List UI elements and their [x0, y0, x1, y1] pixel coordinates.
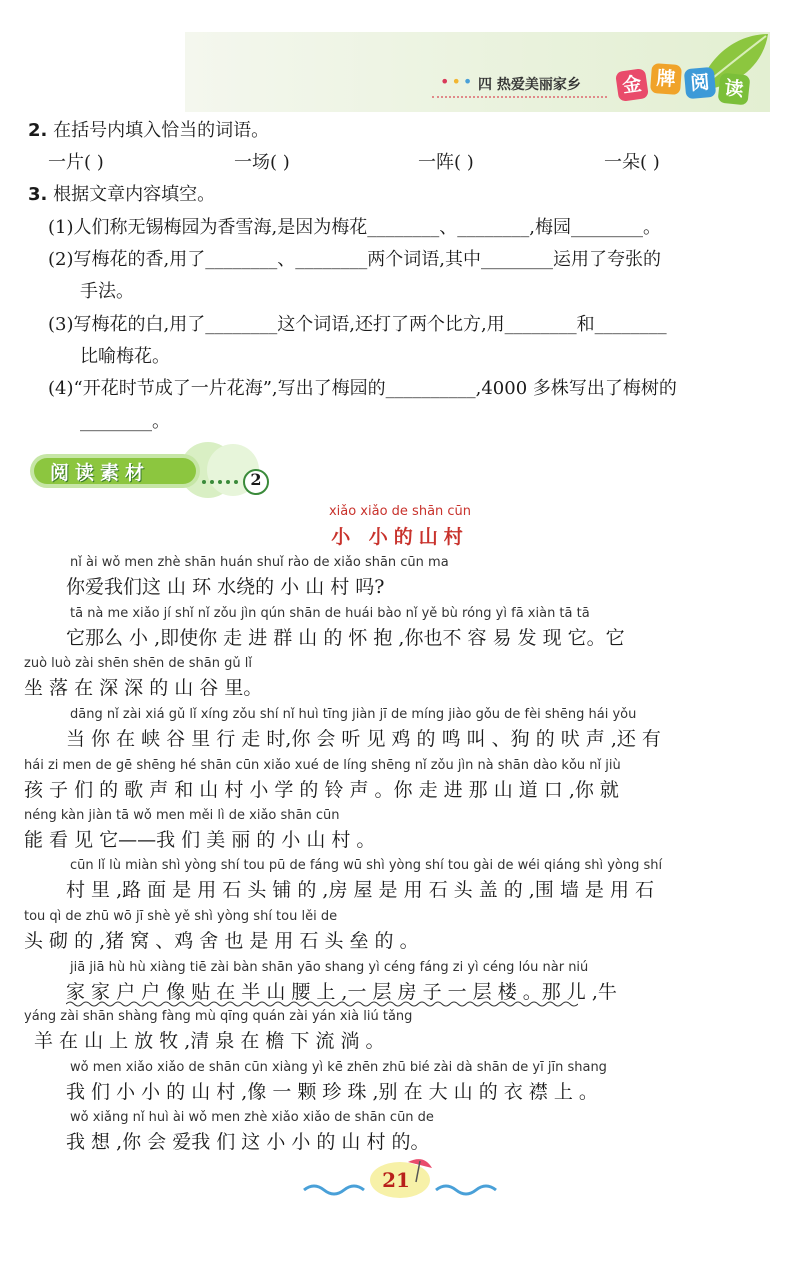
story-pinyin-line-12: wǒ xiǎng nǐ huì ài wǒ men zhè xiǎo xiǎo de shān cūn de — [70, 1110, 434, 1125]
story-pinyin-line-9: jiā jiā hù hù xiàng tiē zài bàn shān yāo shang yì céng fáng zi yì céng lóu nàr niú — [70, 960, 589, 975]
q2-item-4: 一朵( ) — [604, 152, 660, 173]
story-text-line-7: 村 里 ,路 面 是 用 石 头 铺 的 ,房 屋 是 用 石 头 盖 的 ,围 墙 是 用 石 — [66, 879, 654, 901]
story-pinyin-line-4: dāng nǐ zài xiá gǔ lǐ xíng zǒu shí nǐ huì tīng jiàn jī de míng jiào gǒu de fèi shēng hái yǒu — [70, 707, 637, 722]
section-banner — [28, 440, 278, 500]
brand-char-4: 读 — [718, 73, 751, 106]
question-3-prompt: 根据文章内容填空。 — [53, 184, 216, 205]
header-dotted-line — [432, 96, 607, 98]
brand-char-3: 阅 — [684, 67, 717, 100]
q3-line-3: 手法。 — [80, 281, 134, 302]
story-text-line-1: 你爱我们这 山 环 水绕的 小 山 村 吗? — [66, 576, 385, 598]
brand-char-1: 金 — [615, 68, 649, 102]
story-pinyin-line-5: hái zi men de gē shēng hé shān cūn xiǎo xué de líng shēng nǐ zǒu jìn nà shān dào kǒu nǐ jiù — [24, 758, 621, 773]
story-pinyin-line-3: zuò luò zài shēn shēn de shān gǔ lǐ — [24, 656, 252, 671]
question-2-prompt: 在括号内填入恰当的词语。 — [53, 120, 270, 141]
story-text-line-2: 它那么 小 ,即使你 走 进 群 山 的 怀 抱 ,你也不 容 易 发 现 它。它 — [66, 627, 625, 649]
q3-line-4: (3)写梅花的白,用了________这个词语,还打了两个比方,用________和________ — [48, 314, 667, 335]
q2-item-1: 一片( ) — [48, 152, 104, 173]
brand-logo — [617, 58, 767, 108]
story-pinyin-line-1: nǐ ài wǒ men zhè shān huán shuǐ rào de xiǎo shān cūn ma — [70, 555, 449, 570]
unit-label: 四 热爱美丽家乡 — [478, 77, 581, 93]
story-text-line-6: 能 看 见 它——我 们 美 丽 的 小 山 村 。 — [24, 829, 376, 851]
question-3 — [28, 180, 215, 206]
q3-line-6: (4)“开花时节成了一片花海”,写出了梅园的__________,4000 多株写出了梅树的 — [48, 378, 677, 399]
story-pinyin-line-7: cūn lǐ lù miàn shì yòng shí tou pū de fáng wū shì yòng shí tou gài de wéi qiáng shì yòng shí — [70, 858, 663, 873]
story-text-line-3: 坐 落 在 深 深 的 山 谷 里。 — [24, 677, 263, 699]
q3-line-1: (1)人们称无锡梅园为香雪海,是因为梅花________、________,梅园________。 — [48, 217, 661, 238]
story-pinyin-line-8: tou qì de zhū wō jī shè yě shì yòng shí tou lěi de — [24, 909, 338, 924]
q3-line-5: 比喻梅花。 — [80, 346, 170, 367]
wavy-underline — [66, 1000, 578, 1008]
story-text-line-8: 头 砌 的 ,猪 窝 、鸡 舍 也 是 用 石 头 垒 的 。 — [24, 930, 419, 952]
story-pinyin-line-6: néng kàn jiàn tā wǒ men měi lì de xiǎo shān cūn — [24, 808, 340, 823]
brand-char-2: 牌 — [650, 63, 682, 95]
header-dots-decoration: ••• — [440, 72, 475, 91]
q2-item-2: 一场( ) — [234, 152, 290, 173]
story-pinyin-line-11: wǒ men xiǎo xiǎo de shān cūn xiàng yì kē zhēn zhū bié zài dà shān de yī jīn shang — [70, 1060, 607, 1075]
story-text-line-12: 我 想 ,你 会 爱我 们 这 小 小 的 山 村 的。 — [66, 1131, 430, 1153]
story-pinyin-line-2: tā nà me xiǎo jí shǐ nǐ zǒu jìn qún shān de huái bào nǐ yě bù róng yì fā xiàn tā tā — [70, 606, 590, 621]
question-2-number: 2. — [28, 120, 48, 141]
story-text-line-4: 当 你 在 峡 谷 里 行 走 时,你 会 听 见 鸡 的 鸣 叫 、狗 的 吠 声 ,还 有 — [66, 728, 661, 750]
page-number: 21 — [382, 1168, 410, 1192]
story-title: 小 小的山村 — [331, 526, 469, 548]
q3-line-2: (2)写梅花的香,用了________、________两个词语,其中________运用了夸张的 — [48, 249, 661, 270]
q3-line-7: ________。 — [80, 411, 170, 432]
story-text-line-10: 羊 在 山 上 放 牧 ,清 泉 在 檐 下 流 淌 。 — [34, 1030, 385, 1052]
question-3-number: 3. — [28, 184, 48, 205]
section-number: 2 — [250, 470, 262, 489]
story-text-line-9: 家 家 户 户 像 贴 在 半 山 腰 上 ,一 层 房 子 一 层 楼 。那 儿 ,牛 — [66, 981, 617, 1003]
story-pinyin-line-10: yáng zài shān shàng fàng mù qīng quán zài yán xià liú tǎng — [24, 1009, 413, 1024]
question-2 — [28, 116, 269, 142]
story-text-line-11: 我 们 小 小 的 山 村 ,像 一 颗 珍 珠 ,别 在 大 山 的 衣 襟 上 。 — [66, 1081, 598, 1103]
q2-item-3: 一阵( ) — [418, 152, 474, 173]
story-text-line-5: 孩 子 们 的 歌 声 和 山 村 小 学 的 铃 声 。你 走 进 那 山 道 口 ,你 就 — [24, 779, 619, 801]
section-title: 阅读素材 — [50, 462, 151, 484]
story-title-pinyin: xiǎo xiǎo de shān cūn — [328, 504, 472, 519]
